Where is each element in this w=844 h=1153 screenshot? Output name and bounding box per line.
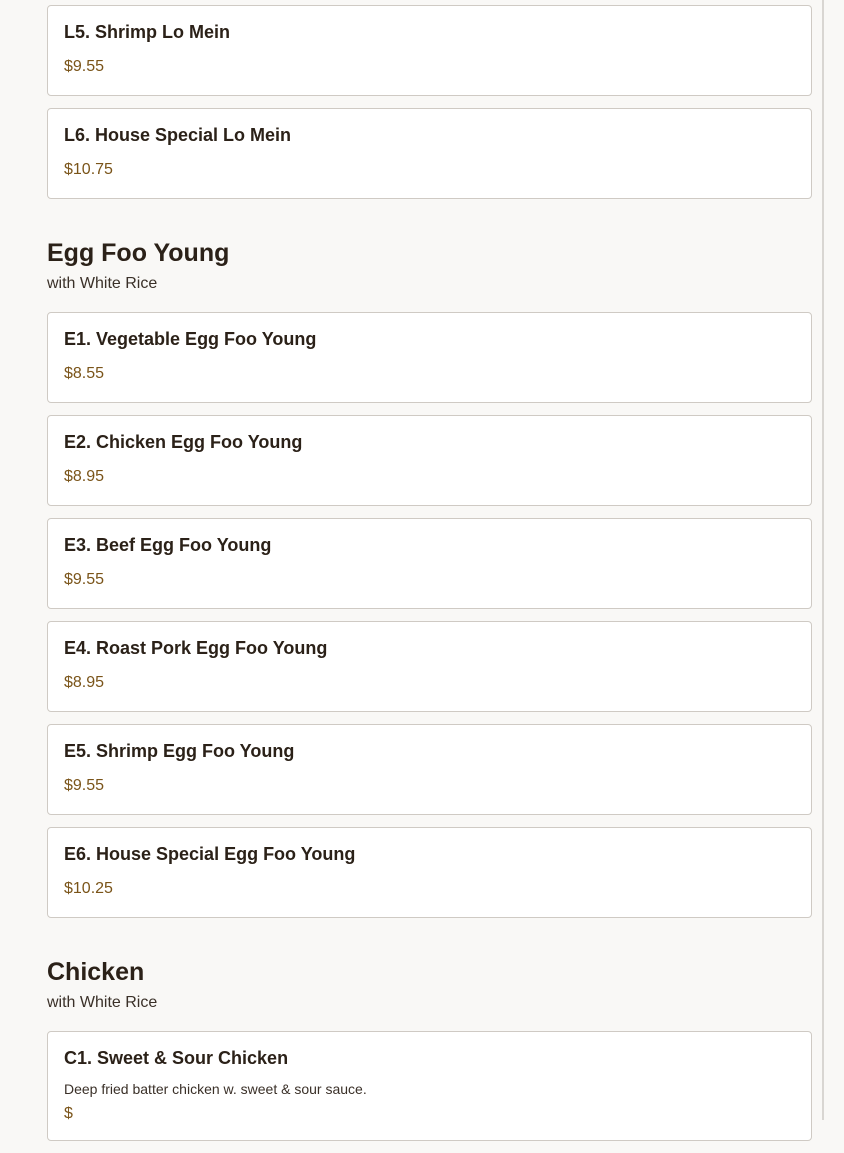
item-name: E1. Vegetable Egg Foo Young [64, 329, 317, 349]
lo-mein-section-items [47, 0, 812, 199]
section-subtitle: with White Rice [47, 275, 158, 292]
item-name: E6. House Special Egg Foo Young [64, 844, 356, 864]
section-egg-foo-young [47, 238, 812, 918]
item-name: C1. Sweet & Sour Chicken [64, 1048, 289, 1068]
item-name: E4. Roast Pork Egg Foo Young [64, 638, 328, 658]
menu-item-card[interactable] [47, 724, 812, 815]
menu-item-card[interactable] [47, 108, 812, 199]
item-price: $9.55 [64, 58, 105, 75]
menu-item-card[interactable] [47, 312, 812, 403]
item-price: $9.55 [64, 571, 105, 588]
item-description: Deep fried batter chicken w. sweet & sour sauce. [64, 1081, 367, 1097]
menu-item-card[interactable] [47, 5, 812, 96]
menu-item-card[interactable] [47, 1031, 812, 1141]
menu-item-card[interactable] [47, 518, 812, 609]
menu-item-card[interactable] [47, 621, 812, 712]
section-title: Egg Foo Young [47, 239, 230, 267]
item-name: E5. Shrimp Egg Foo Young [64, 741, 295, 761]
menu-item-card[interactable] [47, 415, 812, 506]
scrollbar-track[interactable] [822, 0, 824, 1120]
item-name: E3. Beef Egg Foo Young [64, 535, 272, 555]
item-name: E2. Chicken Egg Foo Young [64, 432, 303, 452]
item-price: $9.55 [64, 777, 105, 794]
item-name: L6. House Special Lo Mein [64, 125, 292, 145]
item-price: $ [64, 1105, 73, 1122]
item-name: L5. Shrimp Lo Mein [64, 22, 231, 42]
item-price: $10.75 [64, 161, 113, 178]
item-price: $8.95 [64, 468, 105, 485]
section-subtitle: with White Rice [47, 994, 158, 1011]
item-price: $8.55 [64, 365, 105, 382]
item-price: $8.95 [64, 674, 105, 691]
section-title: Chicken [47, 958, 145, 986]
menu-item-card[interactable] [47, 827, 812, 918]
menu-list [47, 0, 812, 1153]
item-price: $10.25 [64, 880, 113, 897]
section-chicken [47, 957, 812, 1141]
